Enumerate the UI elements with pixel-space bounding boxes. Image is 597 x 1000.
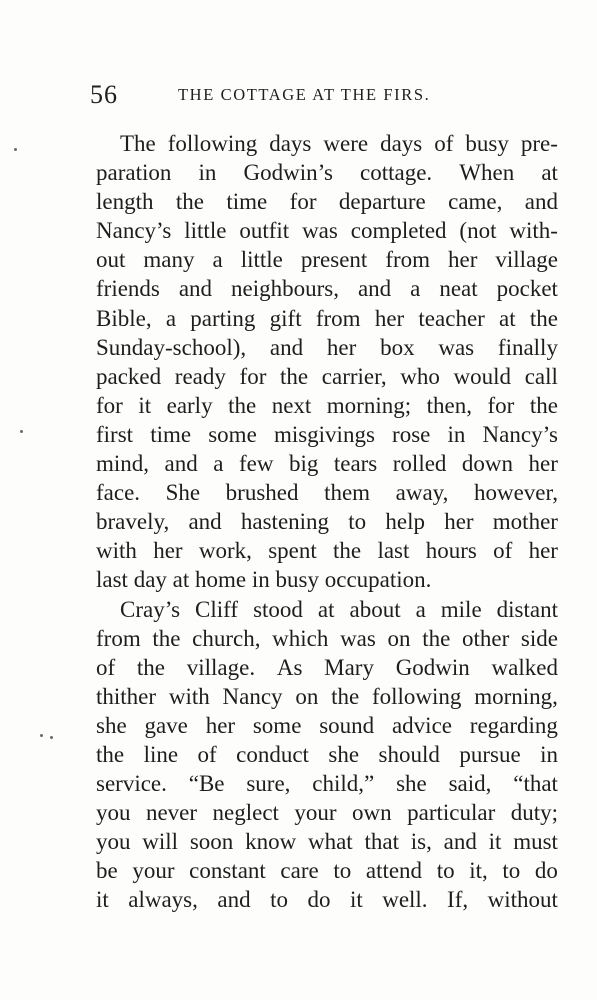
- text-word: for: [487, 392, 515, 418]
- text-word: and: [178, 276, 213, 302]
- text-word: her: [444, 509, 474, 535]
- text-word: some: [252, 712, 302, 738]
- text-word: said,: [448, 771, 492, 797]
- text-line: [96, 682, 558, 711]
- text-word: to: [348, 509, 367, 535]
- text-word: from: [315, 305, 361, 331]
- text-word: hours: [425, 538, 477, 564]
- text-word: then,: [426, 392, 472, 418]
- text-word: came,: [448, 189, 503, 215]
- text-word: ready: [174, 363, 226, 389]
- text-word: friends: [96, 276, 160, 302]
- text-word: time: [226, 189, 268, 215]
- text-word: other: [461, 625, 510, 651]
- text-line: [96, 885, 558, 914]
- text-word: what: [307, 829, 353, 855]
- text-word: of: [197, 741, 217, 767]
- text-word: cottage.: [360, 160, 433, 186]
- text-word: without: [487, 887, 558, 913]
- text-word: the: [136, 654, 166, 680]
- text-word: with: [96, 538, 137, 564]
- text-word: village: [495, 247, 558, 273]
- text-word: her: [374, 305, 405, 331]
- text-word: it: [138, 392, 152, 418]
- text-word: and: [357, 276, 392, 302]
- text-word: soon: [189, 829, 234, 855]
- text-word: the: [529, 305, 558, 331]
- text-word: out: [96, 247, 126, 273]
- text-word: some: [208, 421, 257, 447]
- text-word: her: [448, 247, 478, 273]
- text-word: length: [96, 189, 154, 215]
- text-word: paration: [96, 160, 172, 186]
- text-word: for: [239, 363, 267, 389]
- text-line: [96, 595, 558, 624]
- text-line: [96, 216, 558, 245]
- text-word: she: [396, 771, 427, 797]
- body-text: [96, 129, 558, 915]
- paper-speck: [14, 148, 17, 151]
- text-line: [96, 362, 558, 391]
- text-line: [96, 187, 558, 216]
- text-word: a: [410, 276, 421, 302]
- text-word: know: [245, 829, 297, 855]
- text-word: mother: [492, 509, 558, 535]
- text-word: should: [378, 741, 440, 767]
- text-word: for: [289, 189, 317, 215]
- text-word: of: [434, 131, 454, 156]
- text-word: in: [251, 567, 276, 593]
- text-word: them: [324, 480, 371, 506]
- text-word: to: [270, 887, 288, 913]
- text-word: the: [280, 363, 309, 389]
- text-word: it: [488, 829, 502, 855]
- text-word: Nancy: [222, 683, 283, 709]
- text-word: The: [120, 131, 156, 156]
- text-word: with: [168, 683, 210, 709]
- text-word: you: [96, 829, 131, 855]
- text-word: the: [422, 625, 451, 651]
- text-line: [96, 769, 558, 798]
- text-word: walked: [491, 654, 558, 680]
- text-word: for: [96, 392, 123, 418]
- text-word: and: [164, 451, 198, 477]
- text-word: and: [217, 887, 251, 913]
- text-word: to: [333, 858, 352, 884]
- text-word: carrier,: [321, 363, 387, 389]
- text-word: duty;: [510, 800, 558, 826]
- text-word: your: [294, 800, 337, 826]
- text-word: village.: [186, 654, 256, 680]
- text-word: help: [385, 509, 425, 535]
- text-word: Nancy’s: [482, 421, 558, 447]
- text-word: Godwin: [395, 654, 470, 680]
- running-head: THE COTTAGE AT THE FIRS.: [178, 85, 431, 104]
- text-word: hastening: [240, 509, 330, 535]
- text-word: on: [387, 625, 411, 651]
- text-word: present: [300, 247, 368, 273]
- text-word: care: [280, 858, 319, 884]
- text-word: a: [213, 451, 224, 477]
- text-word: sound: [319, 712, 375, 738]
- text-word: to: [436, 858, 455, 884]
- text-word: at: [317, 596, 335, 622]
- text-word: pursue: [459, 741, 521, 767]
- text-word: were: [323, 131, 369, 156]
- text-word: which: [272, 625, 329, 651]
- text-word: was: [340, 625, 376, 651]
- text-line: [96, 536, 558, 565]
- text-word: little: [184, 218, 227, 244]
- text-word: particular: [407, 800, 496, 826]
- text-word: neighbours,: [231, 276, 339, 302]
- text-word: a: [415, 596, 426, 622]
- text-word: teacher: [418, 305, 485, 331]
- text-word: she: [96, 712, 127, 738]
- text-word: bravely,: [96, 509, 170, 535]
- text-word: early: [166, 392, 213, 418]
- text-word: her: [326, 334, 357, 360]
- text-word: Cliff: [195, 596, 239, 622]
- text-word: conduct: [236, 741, 309, 767]
- text-line: [96, 478, 558, 507]
- page-number: 56: [90, 80, 118, 109]
- text-word: home: [195, 567, 252, 593]
- page-header: [90, 80, 560, 112]
- text-line: [96, 274, 558, 303]
- text-word: misgivings: [273, 421, 375, 447]
- text-word: the: [529, 392, 558, 418]
- text-word: at: [541, 160, 558, 186]
- text-word: it,: [469, 858, 488, 884]
- text-word: was: [302, 218, 338, 244]
- text-word: your: [132, 858, 175, 884]
- text-word: it: [349, 887, 363, 913]
- text-word: however,: [473, 480, 558, 506]
- text-word: busy: [275, 567, 325, 593]
- text-word: last: [96, 567, 134, 593]
- text-word: “that: [513, 771, 558, 797]
- text-line: [96, 129, 558, 158]
- text-word: day: [133, 567, 173, 593]
- text-word: on: [295, 683, 319, 709]
- text-word: the: [228, 392, 257, 418]
- text-line: [96, 798, 558, 827]
- text-word: gift: [269, 305, 302, 331]
- paper-speck: [50, 736, 53, 739]
- text-word: many: [143, 247, 195, 273]
- text-word: morning;: [326, 392, 412, 418]
- text-word: of: [493, 538, 513, 564]
- text-word: stood: [253, 596, 303, 622]
- text-word: big: [288, 451, 319, 477]
- text-word: do: [307, 887, 331, 913]
- text-word: constant: [189, 858, 266, 884]
- text-line: [96, 158, 558, 187]
- text-word: the: [152, 625, 181, 651]
- text-word: and: [269, 334, 304, 360]
- text-line: [96, 711, 558, 740]
- text-word: always,: [128, 887, 198, 913]
- text-word: Mary: [324, 654, 374, 680]
- text-word: the: [333, 538, 362, 564]
- text-word: mind,: [96, 451, 150, 477]
- text-word: gave: [144, 712, 188, 738]
- text-word: at: [172, 567, 196, 593]
- text-word: will: [142, 829, 179, 855]
- text-word: in: [447, 421, 466, 447]
- text-word: She: [165, 480, 201, 506]
- text-word: and: [188, 509, 222, 535]
- text-word: and: [443, 829, 477, 855]
- text-line: [96, 391, 558, 420]
- text-word: packed: [96, 363, 162, 389]
- text-word: mile: [440, 596, 482, 622]
- text-word: brushed: [225, 480, 299, 506]
- text-word: is,: [410, 829, 432, 855]
- text-word: Cray’s: [120, 596, 181, 622]
- text-line: [96, 827, 558, 856]
- text-word: a: [165, 305, 177, 331]
- text-line: [96, 333, 558, 362]
- text-word: never: [145, 800, 198, 826]
- text-word: service.: [96, 771, 167, 797]
- text-word: neat: [439, 276, 478, 302]
- text-word: departure: [338, 189, 426, 215]
- text-word: church,: [192, 625, 261, 651]
- text-word: line: [143, 741, 179, 767]
- text-word: As: [276, 654, 303, 680]
- text-word: a: [212, 247, 223, 273]
- text-word: in: [198, 160, 217, 186]
- text-word: (not: [459, 218, 497, 244]
- text-word: completed: [350, 218, 447, 244]
- text-word: down: [461, 451, 514, 477]
- text-word: When: [459, 160, 515, 186]
- paper-speck: [20, 430, 23, 433]
- text-word: be: [96, 858, 118, 884]
- text-word: her: [153, 538, 183, 564]
- text-word: the: [331, 683, 360, 709]
- text-word: of: [96, 654, 116, 680]
- text-line: [96, 507, 558, 536]
- text-word: little: [240, 247, 283, 273]
- text-word: she: [328, 741, 360, 767]
- text-word: must: [513, 829, 558, 855]
- text-word: last: [377, 538, 410, 564]
- text-word: attend: [365, 858, 423, 884]
- text-word: outfit: [239, 218, 290, 244]
- text-word: thither: [96, 683, 157, 709]
- text-word: her: [528, 451, 558, 477]
- text-word: spent: [268, 538, 317, 564]
- text-line: [96, 740, 558, 769]
- text-word: morning,: [474, 683, 558, 709]
- text-word: rolled: [392, 451, 447, 477]
- text-word: If,: [447, 887, 469, 913]
- text-line: [96, 653, 558, 682]
- text-word: Godwin’s: [243, 160, 333, 186]
- text-word: and: [524, 189, 558, 215]
- text-word: the: [96, 741, 125, 767]
- text-word: days: [269, 131, 312, 156]
- text-word: her: [205, 712, 236, 738]
- text-word: face.: [96, 480, 141, 506]
- text-word: rose: [392, 421, 431, 447]
- text-word: sure,: [246, 771, 291, 797]
- text-line: [96, 449, 558, 478]
- text-word: few: [238, 451, 274, 477]
- text-word: from: [96, 625, 141, 651]
- text-word: call: [524, 363, 558, 389]
- text-word: finally: [497, 334, 558, 360]
- text-word: about: [349, 596, 401, 622]
- paper-speck: [40, 734, 43, 737]
- text-word: in: [540, 741, 558, 767]
- text-line: [96, 420, 558, 449]
- text-word: you: [96, 800, 131, 826]
- text-word: work,: [198, 538, 252, 564]
- text-word: from: [385, 247, 431, 273]
- text-line: [96, 245, 558, 274]
- text-word: “Be: [188, 771, 225, 797]
- text-word: with-: [509, 218, 558, 244]
- text-word: pocket: [496, 276, 558, 302]
- text-word: at: [499, 305, 516, 331]
- text-word: the: [175, 189, 204, 215]
- text-word: pre-: [520, 131, 558, 156]
- text-word: her: [528, 538, 558, 564]
- text-line: [96, 856, 558, 885]
- text-word: parting: [190, 305, 256, 331]
- text-word: to: [502, 858, 521, 884]
- text-word: occupation.: [324, 567, 432, 593]
- text-word: advice: [391, 712, 452, 738]
- text-word: that: [364, 829, 399, 855]
- text-word: distant: [496, 596, 558, 622]
- text-word: next: [271, 392, 312, 418]
- text-word: who: [400, 363, 440, 389]
- text-word: well.: [382, 887, 428, 913]
- text-word: do: [534, 858, 558, 884]
- text-line: [96, 565, 558, 594]
- text-word: Nancy’s: [96, 218, 172, 244]
- text-word: first: [96, 421, 134, 447]
- text-word: neglect: [212, 800, 279, 826]
- text-word: would: [453, 363, 512, 389]
- text-line: [96, 304, 558, 333]
- text-word: Sunday-school),: [96, 334, 247, 360]
- text-word: tears: [333, 451, 378, 477]
- text-word: away,: [395, 480, 449, 506]
- text-word: box: [380, 334, 415, 360]
- text-word: Bible,: [96, 305, 152, 331]
- text-word: child,”: [312, 771, 375, 797]
- text-word: busy: [465, 131, 509, 156]
- text-word: following: [167, 131, 258, 156]
- text-word: it: [96, 887, 109, 913]
- text-word: regarding: [469, 712, 558, 738]
- text-word: was: [438, 334, 475, 360]
- text-word: own: [352, 800, 392, 826]
- text-word: time: [150, 421, 192, 447]
- text-word: days: [380, 131, 423, 156]
- text-word: side: [520, 625, 558, 651]
- text-word: following: [371, 683, 462, 709]
- text-line: [96, 624, 558, 653]
